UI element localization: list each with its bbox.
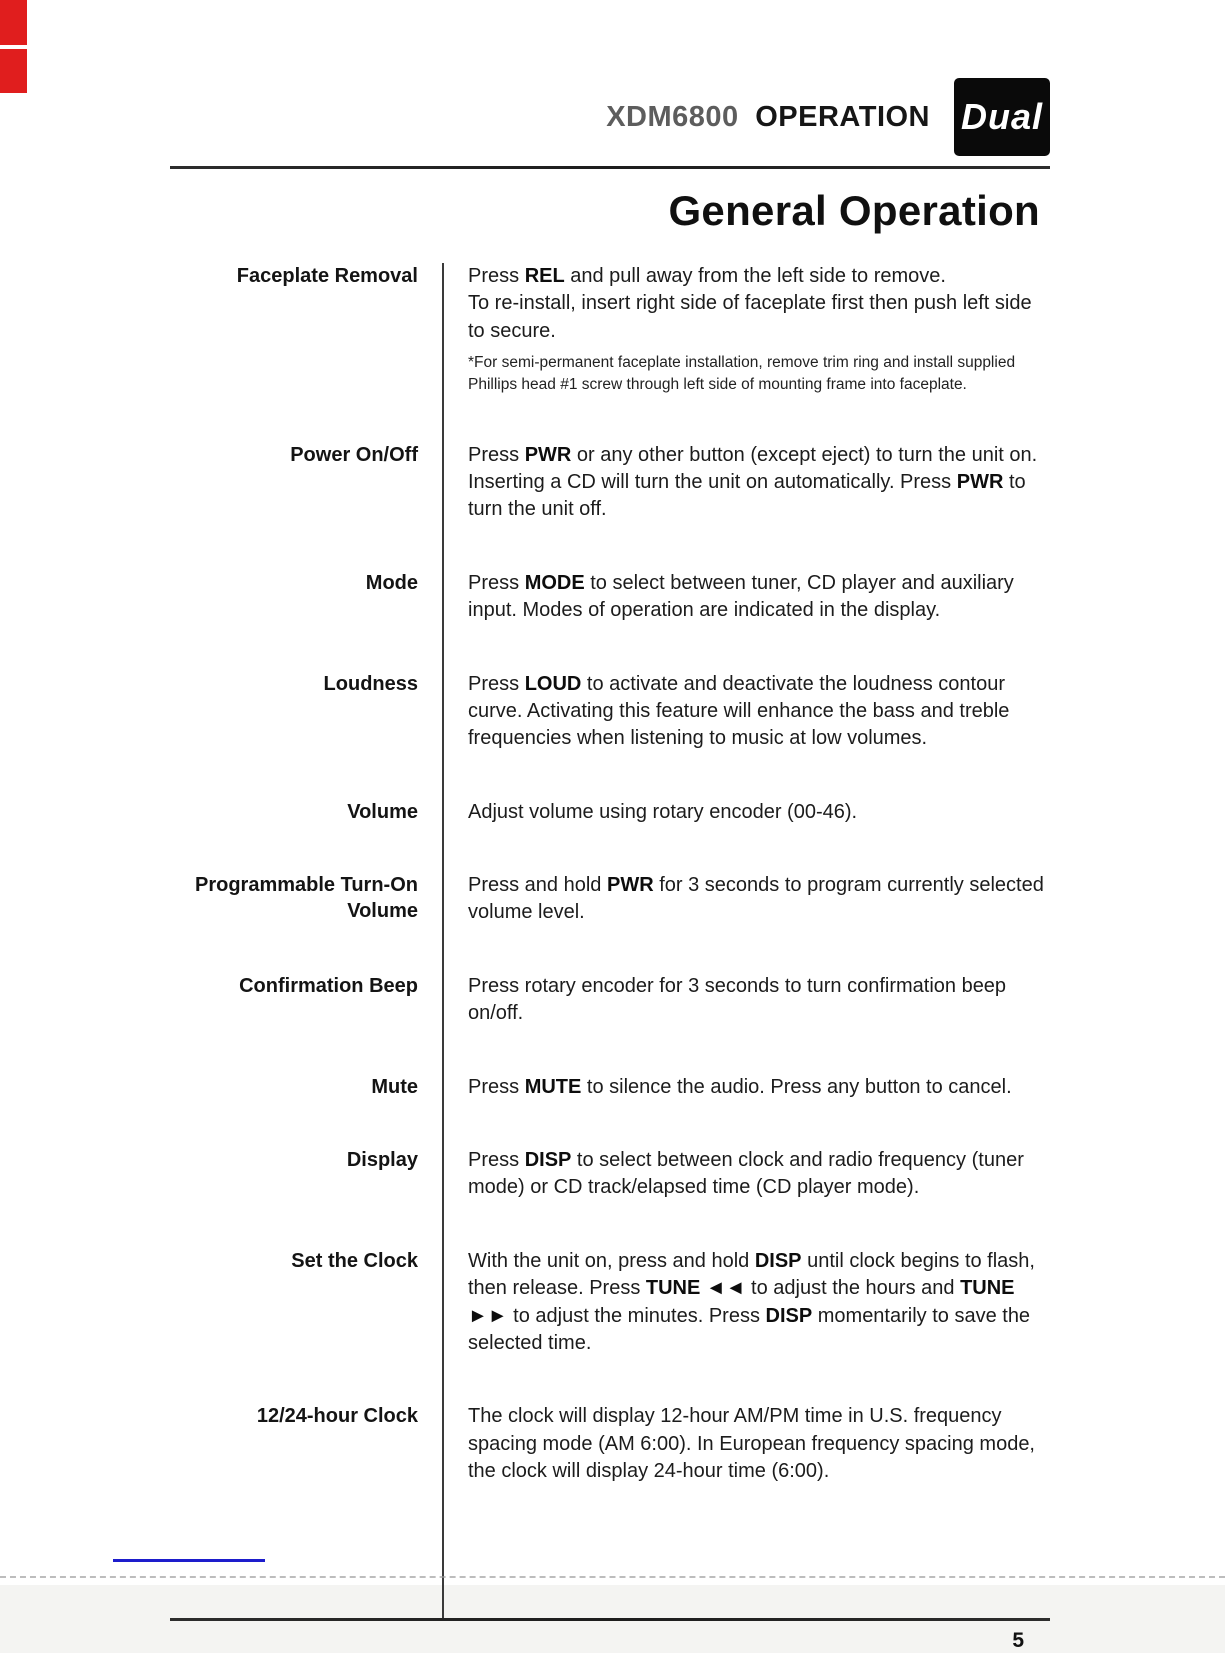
- header-title: [606, 101, 930, 134]
- row-footnote: *For semi-permanent faceplate installation, remove trim ring and install supplied Phillips head #1 screw through left side of mounting frame into faceplate.: [468, 354, 1016, 393]
- row-body-mute: Press MUTE to silence the audio. Press any button to cancel.: [442, 1074, 1050, 1147]
- row-body-power-on-off: Press PWR or any other button (except eject) to turn the unit on. Inserting a CD will turn the unit on automatically. Press PWR to turn the unit off.: [442, 442, 1050, 570]
- row-label-programmable-turn-on-volume: Programmable Turn-On Volume: [195, 874, 418, 923]
- row-body-programmable-turn-on-volume: Press and hold PWR for 3 seconds to program currently selected volume level.: [442, 872, 1050, 973]
- row-body-volume: Adjust volume using rotary encoder (00-46).: [442, 799, 1050, 872]
- row-label-mode: Mode: [365, 571, 418, 594]
- row-label-power-on-off: Power On/Off: [290, 443, 418, 466]
- divider-spacer-label: [170, 1532, 442, 1618]
- row-body-12-24-hour-clock: The clock will display 12-hour AM/PM time in U.S. frequency spacing mode (AM 6:00). In European frequency spacing mode, the clock will display 24-hour time (6:00).: [442, 1403, 1050, 1531]
- row-body-confirmation-beep: Press rotary encoder for 3 seconds to turn confirmation beep on/off.: [442, 973, 1050, 1074]
- row-body-mode: Press MODE to select between tuner, CD player and auxiliary input. Modes of operation are indicated in the display.: [442, 570, 1050, 671]
- row-label-mute: Mute: [371, 1075, 418, 1098]
- dual-logo: Dual: [954, 78, 1050, 156]
- row-body-faceplate-removal: [442, 263, 1050, 442]
- row-text: Press REL and pull away from the left side to remove. To re-install, insert right side of faceplate first then push left side to secure.: [468, 265, 1032, 342]
- row-label-confirmation-beep: Confirmation Beep: [239, 974, 418, 997]
- row-label-loudness: Loudness: [323, 672, 418, 695]
- model-number: XDM6800: [606, 100, 739, 133]
- row-label-display: Display: [346, 1149, 418, 1172]
- row-label-volume: Volume: [347, 800, 418, 823]
- row-body-set-the-clock: With the unit on, press and hold DISP until clock begins to flash, then release. Press TUNE ◄◄ to adjust the hours and TUNE ►► to adjust the minutes. Press DISP momentarily to save the selected time.: [442, 1248, 1050, 1404]
- definition-list: [170, 263, 1050, 1618]
- page-content: [170, 70, 1050, 1653]
- divider-spacer: [442, 1532, 1050, 1618]
- page-header: [170, 70, 1050, 164]
- row-body-display: Press DISP to select between clock and radio frequency (tuner mode) or CD track/elapsed time (CD player mode).: [442, 1147, 1050, 1248]
- page-number: 5: [1012, 1628, 1024, 1652]
- row-label-faceplate-removal: Faceplate Removal: [236, 265, 418, 287]
- page-title: General Operation: [668, 187, 1040, 234]
- row-body-loudness: Press LOUD to activate and deactivate the loudness contour curve. Activating this feature will enhance the bass and treble frequencies when listening to music at low volumes.: [442, 671, 1050, 799]
- scan-artifact-dashed-line: [0, 1576, 1225, 1578]
- scan-artifact-red-strip: [0, 0, 27, 45]
- scan-artifact-red-strip: [0, 49, 27, 93]
- section-name: OPERATION: [755, 100, 930, 133]
- scan-artifact-blue-line: [113, 1559, 265, 1562]
- row-label-set-the-clock: Set the Clock: [291, 1249, 418, 1272]
- row-label-12-24-hour-clock: 12/24-hour Clock: [256, 1405, 418, 1428]
